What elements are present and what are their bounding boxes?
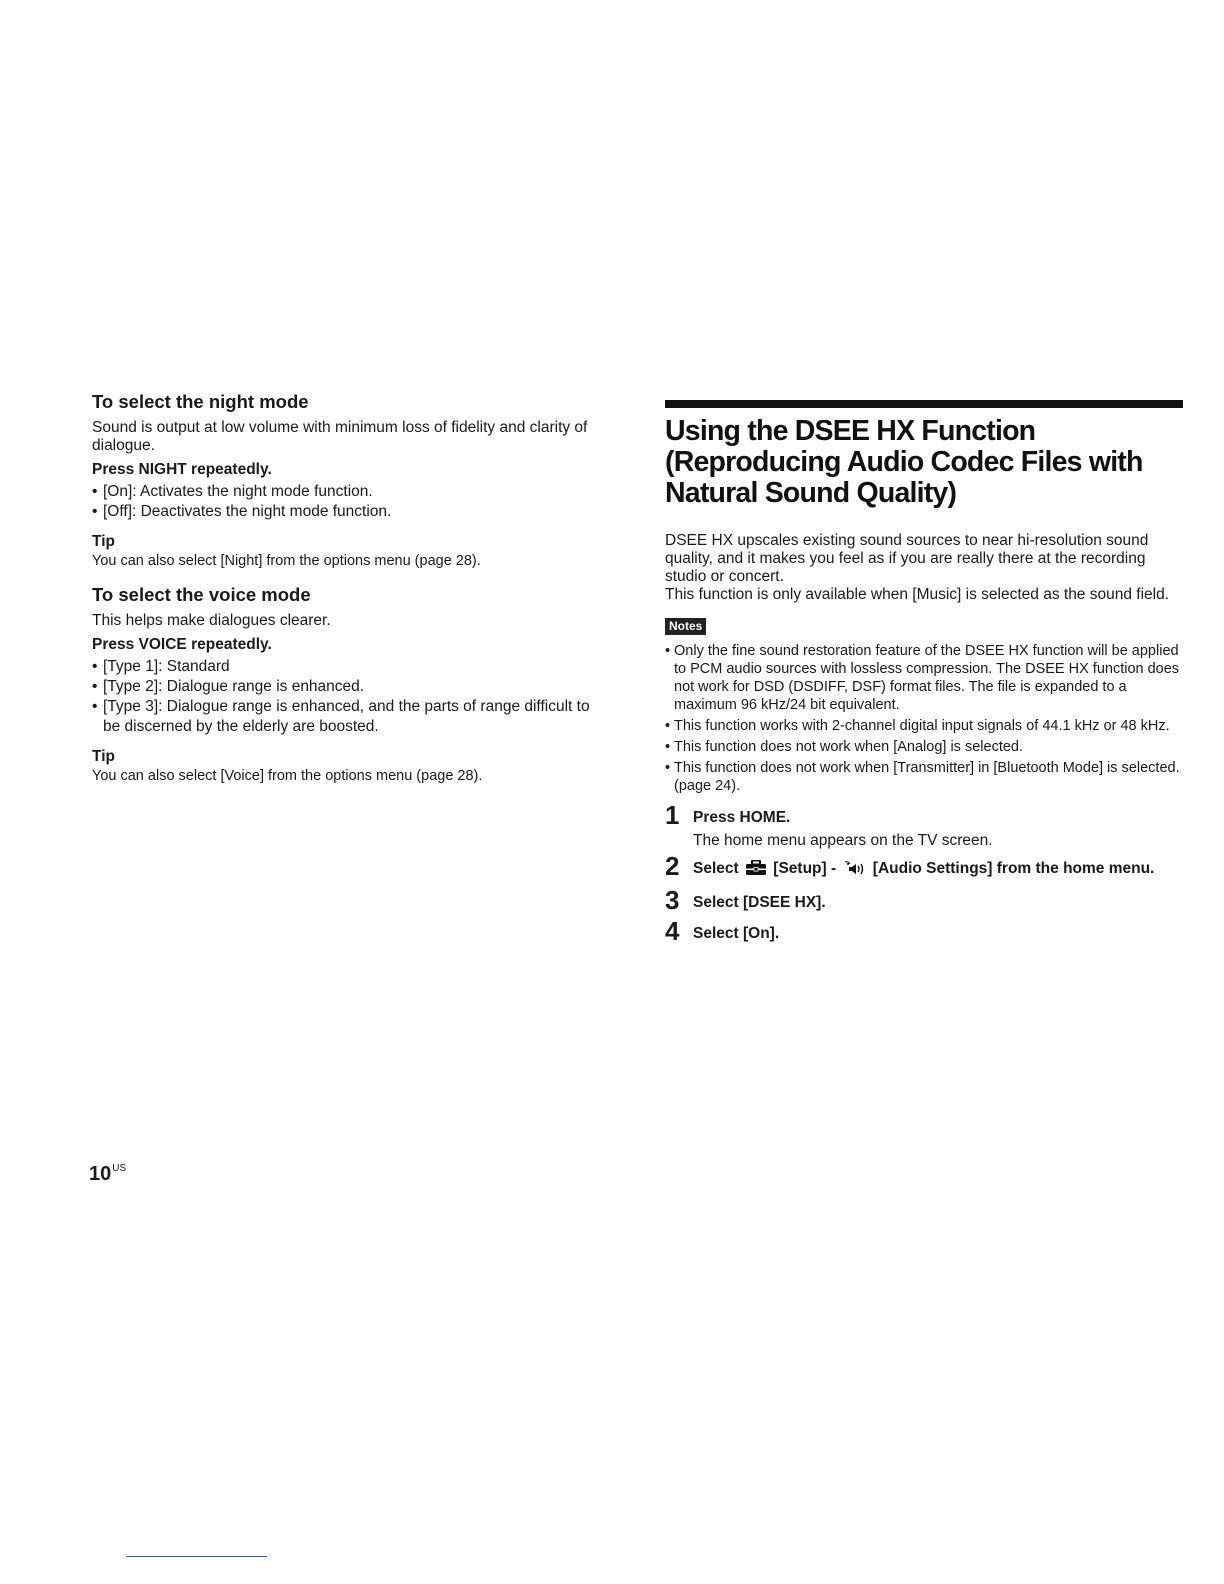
notes-badge: Notes: [665, 618, 706, 635]
bottom-divider: [126, 1556, 267, 1557]
voice-mode-heading: To select the voice mode: [92, 584, 311, 605]
night-mode-section: [92, 390, 592, 570]
step-label-setup: [Setup] -: [773, 860, 837, 877]
step-label-select: Select: [693, 860, 739, 877]
step-3: [665, 885, 1183, 916]
page-number-value: 10: [89, 1163, 112, 1185]
voice-mode-section: [92, 583, 592, 785]
night-mode-description: Sound is output at low volume with minimum loss of fidelity and clarity of dialogue.: [92, 419, 588, 454]
voice-press-instruction: Press VOICE repeatedly.: [92, 636, 272, 653]
night-tip-text: You can also select [Night] from the options menu (page 28).: [92, 553, 481, 569]
step-number: 4: [665, 916, 680, 946]
section-top-rule: [665, 400, 1183, 408]
step-label: Select [DSEE HX].: [693, 894, 826, 911]
voice-option-type3: • [Type 3]: Dialogue range is enhanced, and the parts of range difficult to be discerned by the elderly are boosted.: [92, 697, 592, 737]
note-item: • This function works with 2-channel digital input signals of 44.1 kHz or 48 kHz.: [665, 717, 1183, 735]
dsee-intro-paragraph: DSEE HX upscales existing sound sources to near hi-resolution sound quality, and it makes you feel as if you are really there at the recording studio or concert.: [665, 532, 1149, 585]
dsee-availability-paragraph: This function is only available when [Music] is selected as the sound field.: [665, 586, 1170, 603]
step-description: The home menu appears on the TV screen.: [693, 832, 993, 849]
left-column: [92, 390, 592, 785]
step-4: [665, 916, 1183, 947]
step-label: Select [On].: [693, 925, 780, 942]
voice-mode-options: [92, 657, 592, 737]
night-mode-options: [92, 482, 592, 522]
step-number: 3: [665, 885, 680, 915]
step-number: 2: [665, 851, 680, 881]
audio-settings-icon: [842, 859, 866, 885]
step-label-audio-settings: [Audio Settings] from the home menu.: [872, 860, 1155, 877]
voice-tip-heading: Tip: [92, 748, 115, 765]
step-number: 1: [665, 800, 680, 830]
step-2: [665, 851, 1183, 885]
right-column: [665, 400, 1183, 952]
night-mode-heading: To select the night mode: [92, 391, 309, 412]
voice-mode-description: This helps make dialogues clearer.: [92, 612, 331, 629]
procedure-steps: [665, 800, 1183, 947]
night-option-off: • [Off]: Deactivates the night mode function.: [92, 502, 592, 522]
toolbox-setup-icon: [745, 859, 767, 885]
night-option-on: • [On]: Activates the night mode function.: [92, 482, 592, 502]
voice-tip-text: You can also select [Voice] from the options menu (page 28).: [92, 768, 483, 784]
section-title: Using the DSEE HX Function (Reproducing Audio Codec Files with Natural Sound Quality): [665, 415, 1143, 509]
voice-option-type2: • [Type 2]: Dialogue range is enhanced.: [92, 677, 592, 697]
step-label: [693, 856, 1183, 885]
night-tip-heading: Tip: [92, 533, 115, 550]
note-item: • This function does not work when [Analog] is selected.: [665, 738, 1183, 756]
voice-option-type1: • [Type 1]: Standard: [92, 657, 592, 677]
note-item: • Only the fine sound restoration feature of the DSEE HX function will be applied to PCM audio sources with lossless compression. The DSEE HX function does not work for DSD (DSDIFF, DSF) format files. The file is expanded to a maximum 96 kHz/24 bit equivalent.: [665, 642, 1183, 714]
step-1: [665, 800, 1183, 851]
note-item: • This function does not work when [Transmitter] in [Bluetooth Mode] is selected. (page 24).: [665, 759, 1183, 795]
night-press-instruction: Press NIGHT repeatedly.: [92, 461, 272, 478]
step-label: Press HOME.: [693, 809, 791, 826]
page-region-code: US: [112, 1163, 127, 1174]
notes-list: [665, 642, 1183, 795]
page-number: [89, 1163, 126, 1186]
